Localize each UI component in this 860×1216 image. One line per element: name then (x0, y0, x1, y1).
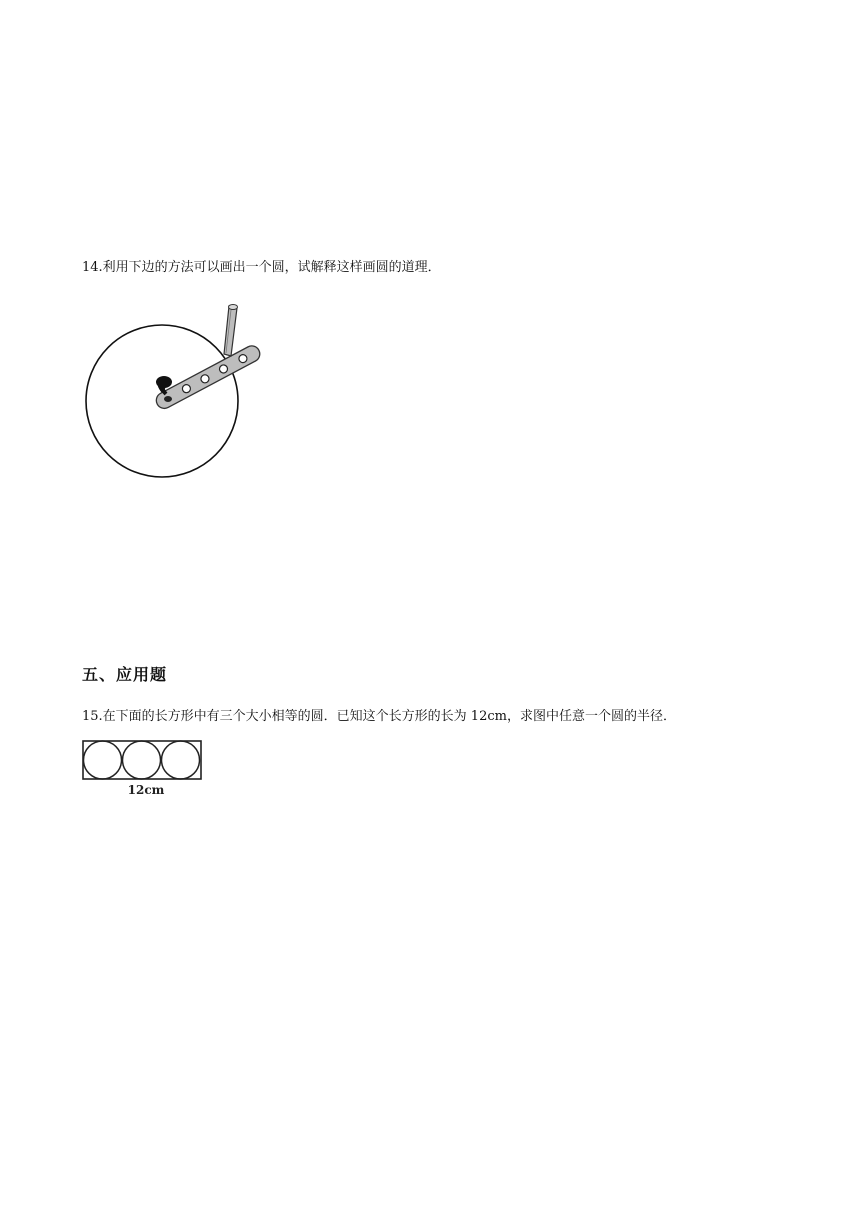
pencil (224, 305, 238, 357)
section-title: 五、应用题 (82, 665, 168, 684)
circle-drawing-figure (82, 298, 272, 488)
length-label: 12cm (127, 783, 165, 797)
inner-circle (84, 741, 122, 779)
question-14-text: 14.利用下边的方法可以画出一个圆，试解释这样画圆的道理． (82, 260, 441, 275)
question-15-text: 15.在下面的长方形中有三个大小相等的圆．已知这个长方形的长为 12cm，求图中任意一个圆的半径． (82, 709, 676, 724)
rectangle-circles-figure (80, 738, 206, 800)
outer-rectangle (83, 741, 201, 779)
inner-circle (162, 741, 200, 779)
inner-circle (123, 741, 161, 779)
